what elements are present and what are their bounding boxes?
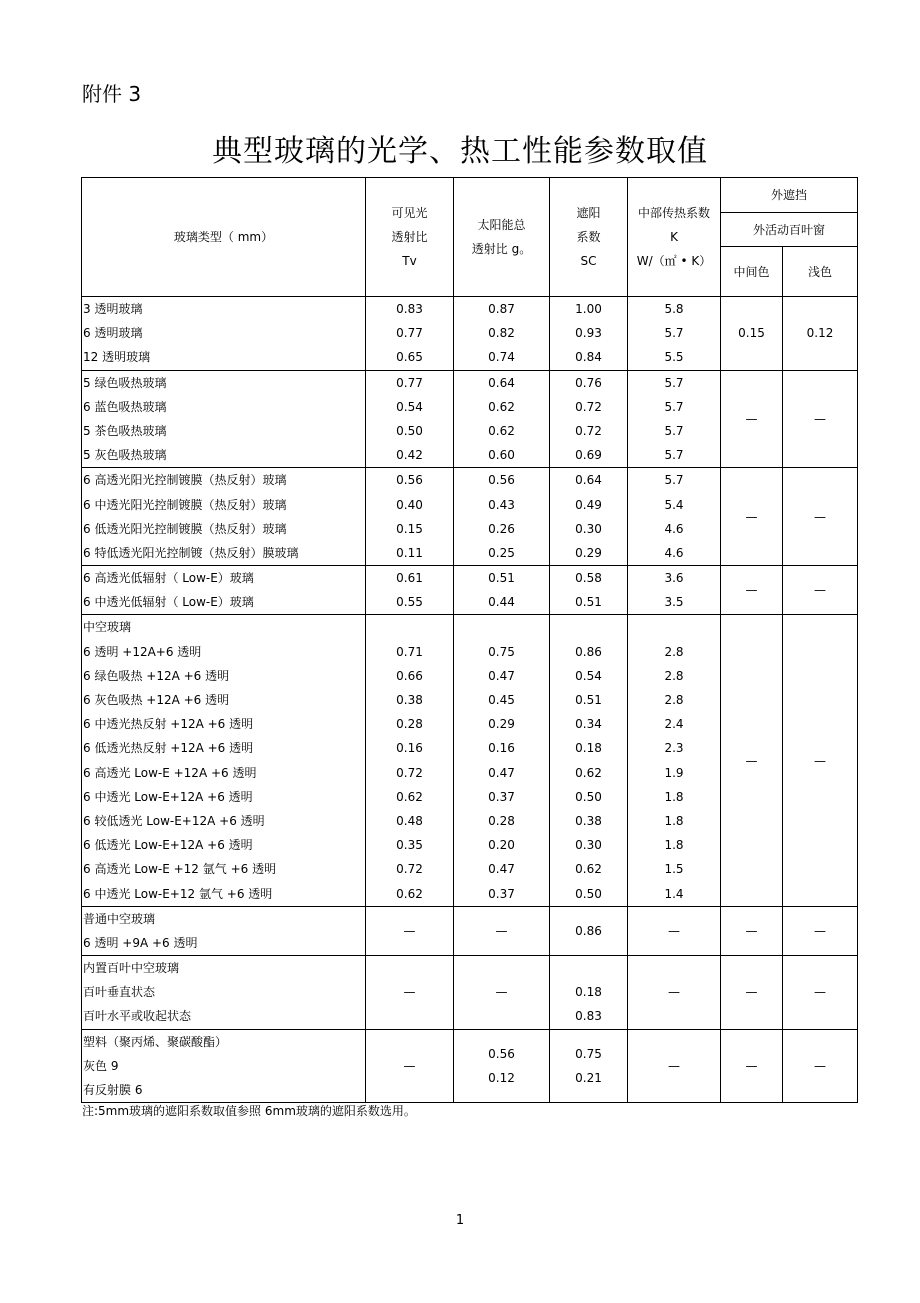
tv-cell: — — [366, 1029, 454, 1103]
light-color-cell: — — [783, 370, 858, 468]
header-heat-transfer-coefficient: 中部传热系数 K W/（㎡ • K） — [628, 178, 721, 297]
k-cell: 5.7 5.7 5.7 5.7 — [628, 370, 721, 468]
g-cell: 0.56 0.12 — [454, 1029, 550, 1103]
g-cell: — — [454, 956, 550, 1030]
tv-cell: 0.56 0.40 0.15 0.11 — [366, 468, 454, 566]
light-color-cell: — — [783, 566, 858, 615]
header-external-shading: 外遮挡 — [721, 178, 858, 213]
table-row — [82, 906, 858, 955]
glass-parameter-table — [81, 177, 858, 1103]
mid-color-cell: — — [721, 370, 783, 468]
sc-cell: 0.58 0.51 — [550, 566, 628, 615]
glass-type-cell: 5 绿色吸热玻璃 6 蓝色吸热玻璃 5 茶色吸热玻璃 5 灰色吸热玻璃 — [82, 370, 366, 468]
k-cell: — — [628, 906, 721, 955]
mid-color-cell: 0.15 — [721, 297, 783, 371]
table-row — [82, 468, 858, 566]
k-cell: — — [628, 956, 721, 1030]
k-cell: — — [628, 1029, 721, 1103]
light-color-cell: — — [783, 956, 858, 1030]
table-row — [82, 615, 858, 906]
light-color-cell: — — [783, 468, 858, 566]
g-cell: 0.87 0.82 0.74 — [454, 297, 550, 371]
glass-type-cell: 6 高透光阳光控制镀膜（热反射）玻璃 6 中透光阳光控制镀膜（热反射）玻璃 6 低透光阳光控制镀膜（热反射）玻璃 6 特低透光阳光控制镀（热反射）膜玻璃 — [82, 468, 366, 566]
tv-cell: — — [366, 956, 454, 1030]
mid-color-cell: — — [721, 1029, 783, 1103]
sc-cell: 1.00 0.93 0.84 — [550, 297, 628, 371]
g-cell: — — [454, 906, 550, 955]
glass-type-cell: 中空玻璃 6 透明 +12A+6 透明 6 绿色吸热 +12A +6 透明 6 灰色吸热 +12A +6 透明 6 中透光热反射 +12A +6 透明 6 低透光热反射 +12A +6 透明 6 高透光 Low-E +12A +6 透明 6 中透光 Low-E+12A +6 透明 6 较低透光 Low-E+12A +6 透明 6 低透光 Low-E+12A +6 透明 6 高透光 Low-E +12 氩气 +6 透明 6 中透光 Low-E+12 氩气 +6 透明 — [82, 615, 366, 906]
mid-color-cell: — — [721, 956, 783, 1030]
sc-cell: 0.75 0.21 — [550, 1029, 628, 1103]
table-row — [82, 370, 858, 468]
g-cell: 0.75 0.47 0.45 0.29 0.16 0.47 0.37 0.28 0.20 0.47 0.37 — [454, 615, 550, 906]
header-visible-transmittance: 可见光 透射比 Tv — [366, 178, 454, 297]
sc-cell: 0.86 — [550, 906, 628, 955]
sc-cell: 0.86 0.54 0.51 0.34 0.18 0.62 0.50 0.38 0.30 0.62 0.50 — [550, 615, 628, 906]
header-light-color: 浅色 — [783, 247, 858, 297]
tv-cell: — — [366, 906, 454, 955]
page-title: 典型玻璃的光学、热工性能参数取值 — [212, 134, 708, 169]
page-number: 1 — [455, 1213, 465, 1228]
tv-cell: 0.77 0.54 0.50 0.42 — [366, 370, 454, 468]
header-external-blind: 外活动百叶窗 — [721, 213, 858, 247]
tv-cell: 0.71 0.66 0.38 0.28 0.16 0.72 0.62 0.48 0.35 0.72 0.62 — [366, 615, 454, 906]
table-row — [82, 1029, 858, 1103]
attachment-label: 附件 3 — [82, 82, 142, 106]
glass-type-cell: 3 透明玻璃 6 透明玻璃 12 透明玻璃 — [82, 297, 366, 371]
mid-color-cell: — — [721, 566, 783, 615]
mid-color-cell: — — [721, 615, 783, 906]
g-cell: 0.56 0.43 0.26 0.25 — [454, 468, 550, 566]
table-note: 注:5mm玻璃的遮阳系数取值参照 6mm玻璃的遮阳系数选用。 — [82, 1104, 416, 1118]
k-cell: 5.7 5.4 4.6 4.6 — [628, 468, 721, 566]
light-color-cell: — — [783, 906, 858, 955]
glass-type-cell: 普通中空玻璃 6 透明 +9A +6 透明 — [82, 906, 366, 955]
g-cell: 0.64 0.62 0.62 0.60 — [454, 370, 550, 468]
table-body — [82, 297, 858, 1103]
tv-cell: 0.83 0.77 0.65 — [366, 297, 454, 371]
g-cell: 0.51 0.44 — [454, 566, 550, 615]
table-row — [82, 956, 858, 1030]
table-row — [82, 566, 858, 615]
light-color-cell: — — [783, 1029, 858, 1103]
k-cell: 3.6 3.5 — [628, 566, 721, 615]
mid-color-cell: — — [721, 906, 783, 955]
light-color-cell: 0.12 — [783, 297, 858, 371]
header-solar-transmittance: 太阳能总 透射比 g。 — [454, 178, 550, 297]
k-cell: 5.8 5.7 5.5 — [628, 297, 721, 371]
sc-cell: 0.76 0.72 0.72 0.69 — [550, 370, 628, 468]
mid-color-cell: — — [721, 468, 783, 566]
sc-cell: 0.64 0.49 0.30 0.29 — [550, 468, 628, 566]
sc-cell: 0.18 0.83 — [550, 956, 628, 1030]
header-glass-type: 玻璃类型（ mm） — [82, 178, 366, 297]
header-shading-coefficient: 遮阳 系数 SC — [550, 178, 628, 297]
glass-type-cell: 6 高透光低辐射（ Low-E）玻璃 6 中透光低辐射（ Low-E）玻璃 — [82, 566, 366, 615]
glass-type-cell: 内置百叶中空玻璃 百叶垂直状态 百叶水平或收起状态 — [82, 956, 366, 1030]
table-row — [82, 297, 858, 371]
light-color-cell: — — [783, 615, 858, 906]
header-mid-color: 中间色 — [721, 247, 783, 297]
tv-cell: 0.61 0.55 — [366, 566, 454, 615]
k-cell: 2.8 2.8 2.8 2.4 2.3 1.9 1.8 1.8 1.8 1.5 1.4 — [628, 615, 721, 906]
glass-type-cell: 塑料（聚丙烯、聚碳酸酯） 灰色 9 有反射膜 6 — [82, 1029, 366, 1103]
